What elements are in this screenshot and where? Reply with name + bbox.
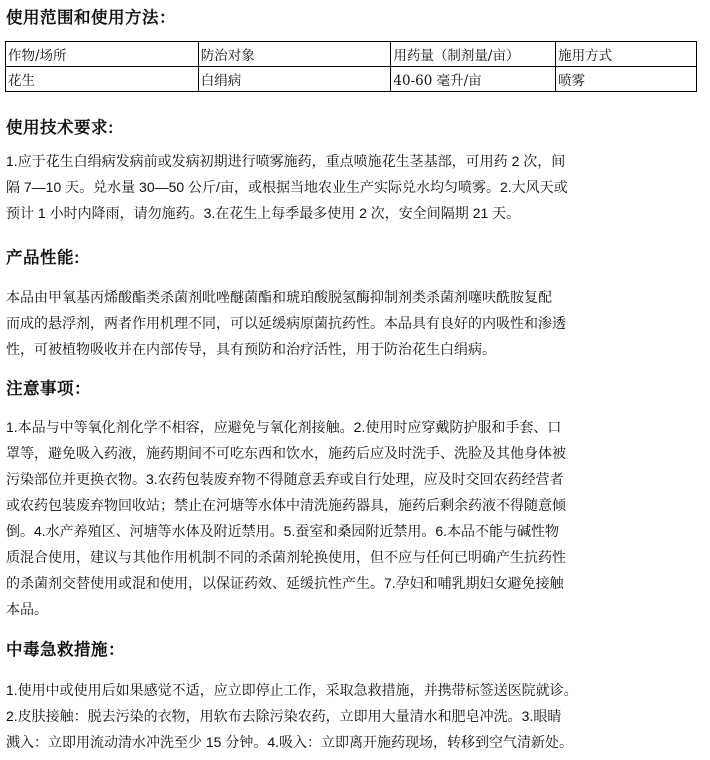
performance-line: 而成的悬浮剂，两者作用机理不同，可以延缓病原菌抗药性。本品具有良好的内吸性和渗透 xyxy=(6,315,566,331)
firstaid-line: 溅入：立即用流动清水冲洗至少 15 分钟。4.吸入：立即离开施药现场，转移到空气清新处。 xyxy=(6,734,574,750)
cell-method: 喷雾 xyxy=(556,67,697,92)
tech-line: 1.应于花生白绢病发病前或发病初期进行喷雾施药，重点喷施花生茎基部，可用药 2 次，间 xyxy=(6,153,566,169)
tech-heading: 使用技术要求: xyxy=(6,119,114,137)
notes-line: 的杀菌剂交替使用或混和使用，以保证药效、延缓抗性产生。7.孕妇和哺乳期妇女避免接触 xyxy=(6,575,564,591)
tech-line: 预计 1 小时内降雨，请勿施药。3.在花生上每季最多使用 2 次，安全间隔期 21 天。 xyxy=(6,205,521,221)
header-crop: 作物/场所 xyxy=(6,42,199,67)
usage-heading: 使用范围和使用方法： xyxy=(6,9,176,27)
usage-table xyxy=(5,41,697,92)
cell-target: 白绢病 xyxy=(198,67,391,92)
performance-line: 本品由甲氧基丙烯酸酯类杀菌剂吡唑醚菌酯和琥珀酸脱氢酶抑制剂类杀菌剂噻呋酰胺复配 xyxy=(6,289,552,305)
header-method: 施用方式 xyxy=(556,42,697,67)
tech-line: 隔 7—10 天。兑水量 30—50 公斤/亩，或根据当地农业生产实际兑水均匀喷雾。2.大风天或 xyxy=(6,179,568,195)
header-dosage: 用药量（制剂量/亩） xyxy=(391,42,556,67)
cell-crop: 花生 xyxy=(6,67,199,92)
notes-paragraph xyxy=(6,414,698,622)
tech-paragraph xyxy=(6,148,698,226)
notes-line: 倒。4.水产养殖区、河塘等水体及附近禁用。5.蚕室和桑园附近禁用。6.本品不能与碱性物 xyxy=(6,523,560,539)
usage-table-row xyxy=(6,67,697,92)
performance-paragraph xyxy=(6,284,698,362)
notes-heading: 注意事项： xyxy=(6,380,91,398)
performance-line: 性，可被植物吸收并在内部传导，具有预防和治疗活性，用于防治花生白绢病。 xyxy=(6,341,496,357)
firstaid-paragraph xyxy=(6,677,698,755)
notes-line: 或农药包装废弃物回收站；禁止在河塘等水体中清洗施药器具，施药后剩余药液不得随意倾 xyxy=(6,497,566,513)
firstaid-line: 2.皮肤接触：脱去污染的衣物，用软布去除污染农药，立即用大量清水和肥皂冲洗。3.眼睛 xyxy=(6,708,562,724)
usage-table-header-row xyxy=(6,42,697,67)
notes-line: 本品。 xyxy=(6,601,48,617)
notes-line: 污染部位并更换衣物。3.农药包装废弃物不得随意丢弃或自行处理，应及时交回农药经营者 xyxy=(6,471,564,487)
cell-dosage: 40-60 毫升/亩 xyxy=(391,67,556,92)
notes-line: 罩等，避免吸入药液，施药期间不可吃东西和饮水，施药后应及时洗手、洗脸及其他身体被 xyxy=(6,445,566,461)
firstaid-heading: 中毒急救措施： xyxy=(6,641,125,659)
header-target: 防治对象 xyxy=(198,42,391,67)
performance-heading: 产品性能: xyxy=(6,249,80,267)
firstaid-line: 1.使用中或使用后如果感觉不适，应立即停止工作，采取急救措施，并携带标签送医院就诊。 xyxy=(6,682,578,698)
notes-line: 1.本品与中等氧化剂化学不相容，应避免与氧化剂接触。2.使用时应穿戴防护服和手套、口 xyxy=(6,419,562,435)
notes-line: 质混合使用，建议与其他作用机制不同的杀菌剂轮换使用，但不应与任何已明确产生抗药性 xyxy=(6,549,566,565)
